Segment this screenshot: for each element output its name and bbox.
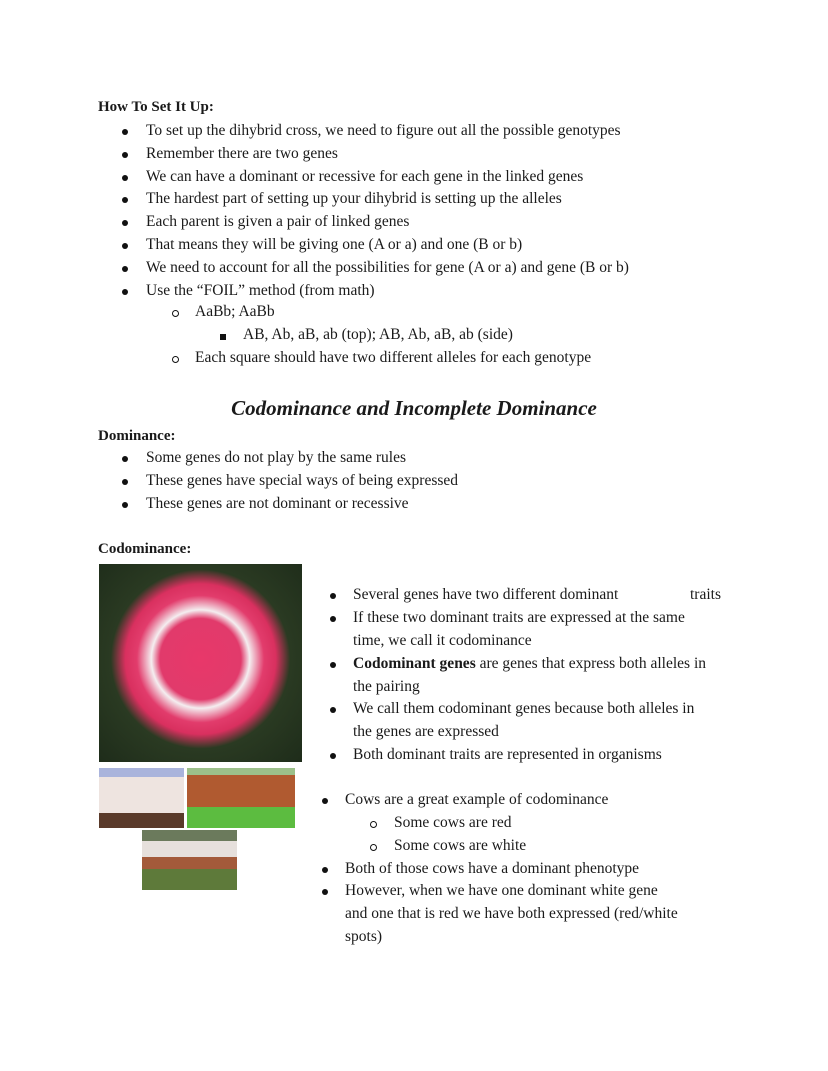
bullet-icon xyxy=(330,707,336,713)
spotted-cow-image xyxy=(142,830,237,890)
codominance-heading: Codominance: xyxy=(98,541,192,557)
text: are genes that express both alleles in xyxy=(475,655,707,672)
list-item: Use the “FOIL” method (from math) xyxy=(146,281,375,299)
bullet-icon xyxy=(322,798,328,804)
list-item: Several genes have two different dominant xyxy=(353,586,619,603)
bullet-icon xyxy=(330,593,336,599)
list-item: We can have a dominant or recessive for each gene in the linked genes xyxy=(146,167,584,185)
square-bullet-icon xyxy=(220,334,226,340)
bullet-icon xyxy=(122,502,128,508)
list-item: The hardest part of setting up your dihybrid is setting up the alleles xyxy=(146,190,562,208)
list-item: That means they will be giving one (A or a) and one (B or b) xyxy=(146,236,523,253)
bullet-icon xyxy=(122,266,128,272)
list-item: These genes have special ways of being expressed xyxy=(146,471,459,489)
bullet-icon xyxy=(122,243,128,249)
dominance-heading: Dominance: xyxy=(98,428,176,444)
list-item xyxy=(353,655,706,673)
list-item-cont: the pairing xyxy=(353,678,420,695)
list-item: Some genes do not play by the same rules xyxy=(146,449,407,466)
bullet-icon xyxy=(122,197,128,203)
list-item: Both of those cows have a dominant phenotype xyxy=(345,860,640,877)
sub-item: Some cows are red xyxy=(394,814,512,831)
circle-bullet-icon xyxy=(370,821,377,828)
bullet-icon xyxy=(122,220,128,226)
list-item-cont: time, we call it codominance xyxy=(353,632,532,649)
circle-bullet-icon xyxy=(172,310,179,317)
bullet-icon xyxy=(122,479,128,485)
flower-image xyxy=(99,564,302,762)
bullet-icon xyxy=(330,662,336,668)
sub-sub-item: AB, Ab, aB, ab (top); AB, Ab, aB, ab (side) xyxy=(243,326,513,343)
list-item: To set up the dihybrid cross, we need to figure out all the possible genotypes xyxy=(146,122,621,139)
list-item: Remember there are two genes xyxy=(146,144,338,162)
bullet-icon xyxy=(322,889,328,895)
list-item: Both dominant traits are represented in organisms xyxy=(353,746,662,763)
list-item: These genes are not dominant or recessive xyxy=(146,494,409,512)
white-cow-image xyxy=(99,768,184,828)
setup-heading: How To Set It Up: xyxy=(98,99,214,115)
list-item: Each parent is given a pair of linked genes xyxy=(146,213,410,231)
list-item-cont: spots) xyxy=(345,928,383,945)
list-item-cont: and one that is red we have both expressed (red/white xyxy=(345,905,678,922)
list-item: We call them codominant genes because both alleles in xyxy=(353,700,695,717)
list-item: We need to account for all the possibilities for gene (A or a) and gene (B or b) xyxy=(146,258,629,276)
bullet-icon xyxy=(122,456,128,462)
sub-item: Each square should have two different alleles for each genotype xyxy=(195,349,592,366)
list-item-cont: traits xyxy=(690,586,721,603)
bullet-icon xyxy=(330,753,336,759)
bullet-icon xyxy=(122,152,128,158)
bullet-icon xyxy=(122,289,128,295)
bullet-icon xyxy=(322,867,328,873)
sub-item: Some cows are white xyxy=(394,837,527,854)
circle-bullet-icon xyxy=(172,356,179,363)
red-cow-image xyxy=(187,768,295,828)
list-item: If these two dominant traits are expressed at the same xyxy=(353,609,685,626)
section-title: Codominance and Incomplete Dominance xyxy=(231,396,597,420)
bullet-icon xyxy=(122,129,128,135)
bullet-icon xyxy=(122,175,128,181)
sub-item: AaBb; AaBb xyxy=(195,303,275,320)
list-item: Cows are a great example of codominance xyxy=(345,791,609,808)
bold-term: Codominant genes xyxy=(353,655,476,672)
list-item: However, when we have one dominant white gene xyxy=(345,882,658,899)
bullet-icon xyxy=(330,616,336,622)
circle-bullet-icon xyxy=(370,844,377,851)
list-item-cont: the genes are expressed xyxy=(353,723,499,740)
